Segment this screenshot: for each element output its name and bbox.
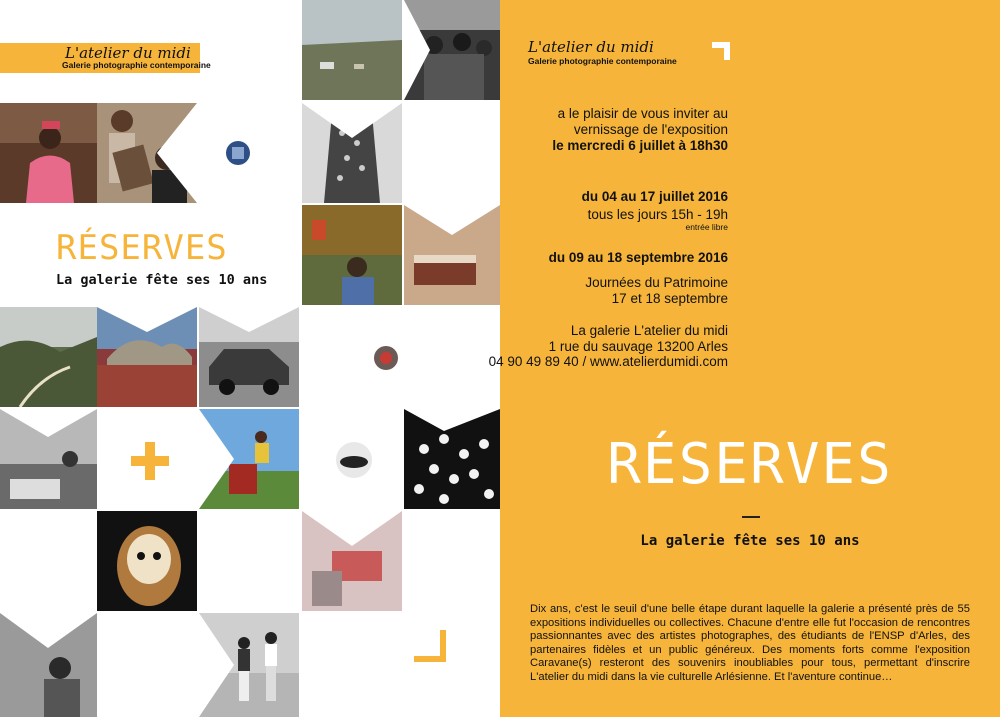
invitation-title: RÉSERVES: [607, 432, 893, 497]
period1-dates: du 04 au 17 juillet 2016: [581, 189, 728, 204]
brand-tagline: Galerie photographie contemporaine: [62, 60, 211, 70]
photo-circle-blue: [226, 141, 250, 165]
photo-crowd: [404, 0, 500, 100]
brand-tagline-right: Galerie photographie contemporaine: [528, 56, 677, 66]
address-contact: 04 90 49 89 40 / www.atelierdumidi.com: [488, 354, 728, 369]
photo-polka-dots: [404, 409, 500, 509]
invitation-line-1: a le plaisir de vous inviter au: [557, 106, 728, 121]
photo-room-bed: [404, 205, 500, 305]
photo-man-portrait: [0, 613, 97, 717]
period1-entry: entrée libre: [685, 222, 728, 232]
brand-name: L'atelier du midi: [65, 44, 191, 62]
address-name: La galerie L'atelier du midi: [570, 323, 728, 338]
photo-circle-face: [336, 442, 372, 478]
photo-children-reading: [97, 103, 197, 203]
period2-event: Journées du Patrimoine: [585, 275, 728, 290]
photo-vintage-car: [199, 307, 299, 407]
address-street: 1 rue du sauvage 13200 Arles: [548, 339, 728, 354]
photo-landscape-road: [302, 0, 402, 100]
photo-collage-pink: [302, 511, 402, 611]
photo-man-field: [199, 409, 299, 509]
photo-woman-headscarf: [0, 103, 97, 203]
photo-circle-red: [374, 346, 398, 370]
brand-name-right: L'atelier du midi: [528, 38, 654, 56]
cover-subtitle: La galerie fête ses 10 ans: [56, 272, 268, 288]
photo-mountain-road: [0, 307, 97, 407]
corner-bracket-icon: [712, 42, 730, 60]
photo-man-interior: [302, 205, 402, 305]
corner-bracket-icon: [414, 630, 446, 662]
invitation-subtitle: La galerie fête ses 10 ans: [640, 533, 860, 549]
period2-days: 17 et 18 septembre: [611, 291, 728, 306]
photo-bed-room-bw: [0, 409, 97, 509]
title-divider: [742, 516, 760, 518]
period1-hours: tous les jours 15h - 19h: [587, 207, 728, 222]
cover-title: RÉSERVES: [56, 228, 228, 268]
photo-dress: [302, 103, 402, 203]
photo-owl: [97, 511, 197, 611]
plus-icon-vertical: [145, 442, 155, 480]
period2-dates: du 09 au 18 septembre 2016: [548, 250, 728, 265]
invitation-line-2: vernissage de l'exposition: [573, 122, 728, 137]
photo-rocks-field: [97, 307, 197, 407]
invitation-line-3: le mercredi 6 juillet à 18h30: [552, 138, 728, 153]
photo-two-men-walking: [199, 613, 299, 717]
description-paragraph: Dix ans, c'est le seuil d'une belle étape durant laquelle la galerie a présenté près de 55 expositions individuelles ou collectives. Chacune d'entre elle fut l'occasion de rencontres passionnantes avec des artistes photographes, des étudiants de l'ENSP d'Arles, des partenaires fidèles et un public généreux. Des moments forts comme l'exposition Caravane(s) resteront des souvenirs inoubliables pour tous, permettant d'inscrire L'atelier du midi dans la vie culturelle Arlésienne. Et l'aventure continue…: [530, 603, 970, 683]
